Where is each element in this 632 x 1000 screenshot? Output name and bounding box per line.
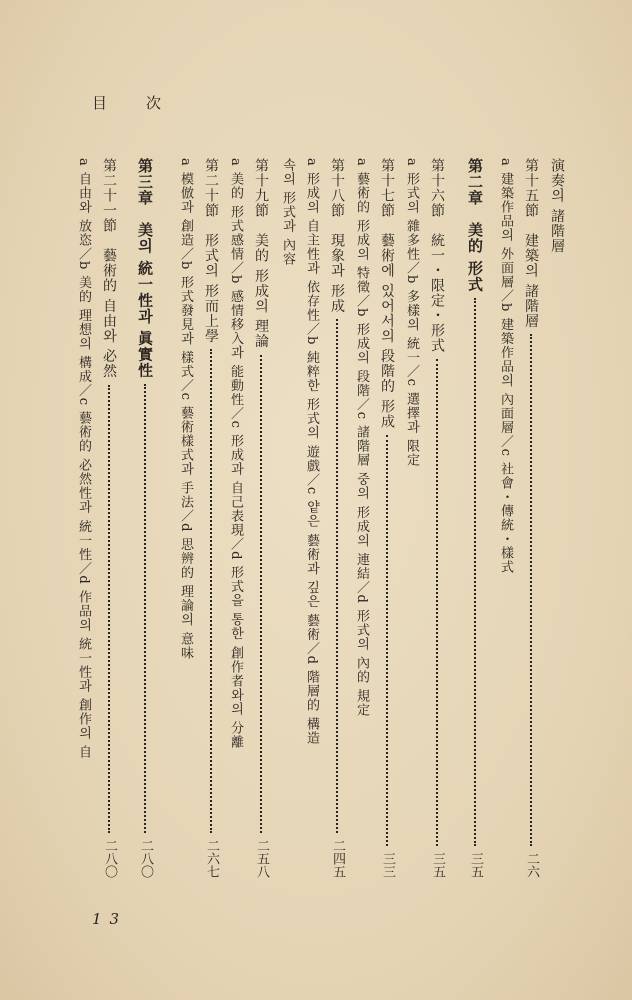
entry-text: a 形成의 自主性과 依存性／b 純粹한 形式의 遊戲／c 얕은 藝術과 깊은 藝術／d 階層的 構造 — [304, 158, 319, 746]
toc-entry-4[interactable] — [426, 158, 448, 878]
dot-leader — [336, 319, 338, 833]
entry-text: a 模倣과 創造／b 形式發見과 樣式／c 藝術樣式과 手法／d 思辨的 理論의 意味 — [178, 158, 193, 660]
toc-entry-9 — [300, 158, 322, 745]
entry-text: a 藝術的 形成의 特徵／b 形成의 段階／c 諸階層 중의 形成의 連結／d 形式의 內的 規定 — [354, 158, 369, 718]
entry-page: 三五 — [468, 852, 483, 878]
entry-text: 第二十節 形式의 形而上學 — [203, 158, 219, 344]
toc-entry-5 — [400, 158, 422, 467]
entry-page: 二四五 — [330, 839, 345, 878]
toc-entry-12 — [224, 158, 246, 749]
entry-text: 第二十一節 藝術的 自由와 必然 — [101, 158, 117, 379]
toc-entry-7 — [350, 158, 372, 717]
dot-leader — [260, 355, 262, 833]
toc-entry-3[interactable] — [464, 158, 486, 878]
dot-leader — [210, 349, 212, 833]
dot-leader — [108, 385, 110, 833]
toc-entry-11[interactable] — [250, 158, 272, 878]
toc-entry-6[interactable] — [376, 158, 398, 878]
entry-text: a 自由와 放恣／b 美的 理想의 構成／c 藝術的 必然性과 統一性／d 作品의 統一性과 創作의 自 — [76, 158, 91, 760]
entry-page: 二八〇 — [102, 839, 117, 878]
page-number: 13 — [92, 910, 128, 928]
entry-text: 第十九節 美的 形成의 理論 — [253, 158, 269, 349]
entry-text: 속의 形式과 內容 — [280, 158, 295, 267]
toc-entry-1[interactable] — [520, 158, 542, 878]
entry-text: a 形式의 雜多性／b 多樣의 統一／c 選擇과 限定 — [404, 158, 419, 468]
entry-page: 三三 — [380, 852, 395, 878]
entry-page: 三五 — [430, 852, 445, 878]
dot-leader — [474, 298, 476, 846]
toc-entry-13[interactable] — [200, 158, 222, 878]
dot-leader — [530, 334, 532, 846]
entry-text: 第三章 美의 統一性과 眞實性 — [136, 158, 154, 379]
toc-entry-15[interactable] — [134, 158, 156, 878]
toc-entry-0 — [546, 158, 568, 253]
toc-entry-10 — [276, 158, 298, 266]
entry-page: 二五八 — [254, 839, 269, 878]
entry-text: 第二章 美的 形式 — [466, 158, 484, 293]
toc-entry-17 — [72, 158, 94, 759]
toc-entry-16[interactable] — [98, 158, 120, 878]
entry-text: 第十五節 建築의 諸階層 — [523, 158, 539, 329]
entry-text: a 美的 形式感情／b 感情移入과 能動性／c 形成과 自己表現／d 形式을 통한 創作者와의 分離 — [228, 158, 243, 749]
dot-leader — [386, 435, 388, 846]
toc-entry-14 — [174, 158, 196, 660]
page-title: 目 次 — [92, 94, 174, 112]
toc-entry-2 — [494, 158, 516, 574]
entry-text: 第十七節 藝術에 있어서의 段階的 形成 — [379, 158, 395, 430]
toc-entry-8[interactable] — [326, 158, 348, 878]
entry-page: 二八〇 — [138, 839, 153, 878]
entry-text: 第十八節 現象과 形成 — [329, 158, 345, 314]
entry-text: 第十六節 統一・限定・形式 — [429, 158, 445, 353]
entry-page: 二六 — [524, 852, 539, 878]
dot-leader — [436, 359, 438, 846]
entry-text: 演奏의 諸階層 — [549, 158, 565, 254]
dot-leader — [144, 384, 146, 833]
entry-text: a 建築作品의 外面層／b 建築作品의 內面層／c 社會・傳統・樣式 — [498, 158, 513, 575]
entry-page: 二六七 — [204, 839, 219, 878]
